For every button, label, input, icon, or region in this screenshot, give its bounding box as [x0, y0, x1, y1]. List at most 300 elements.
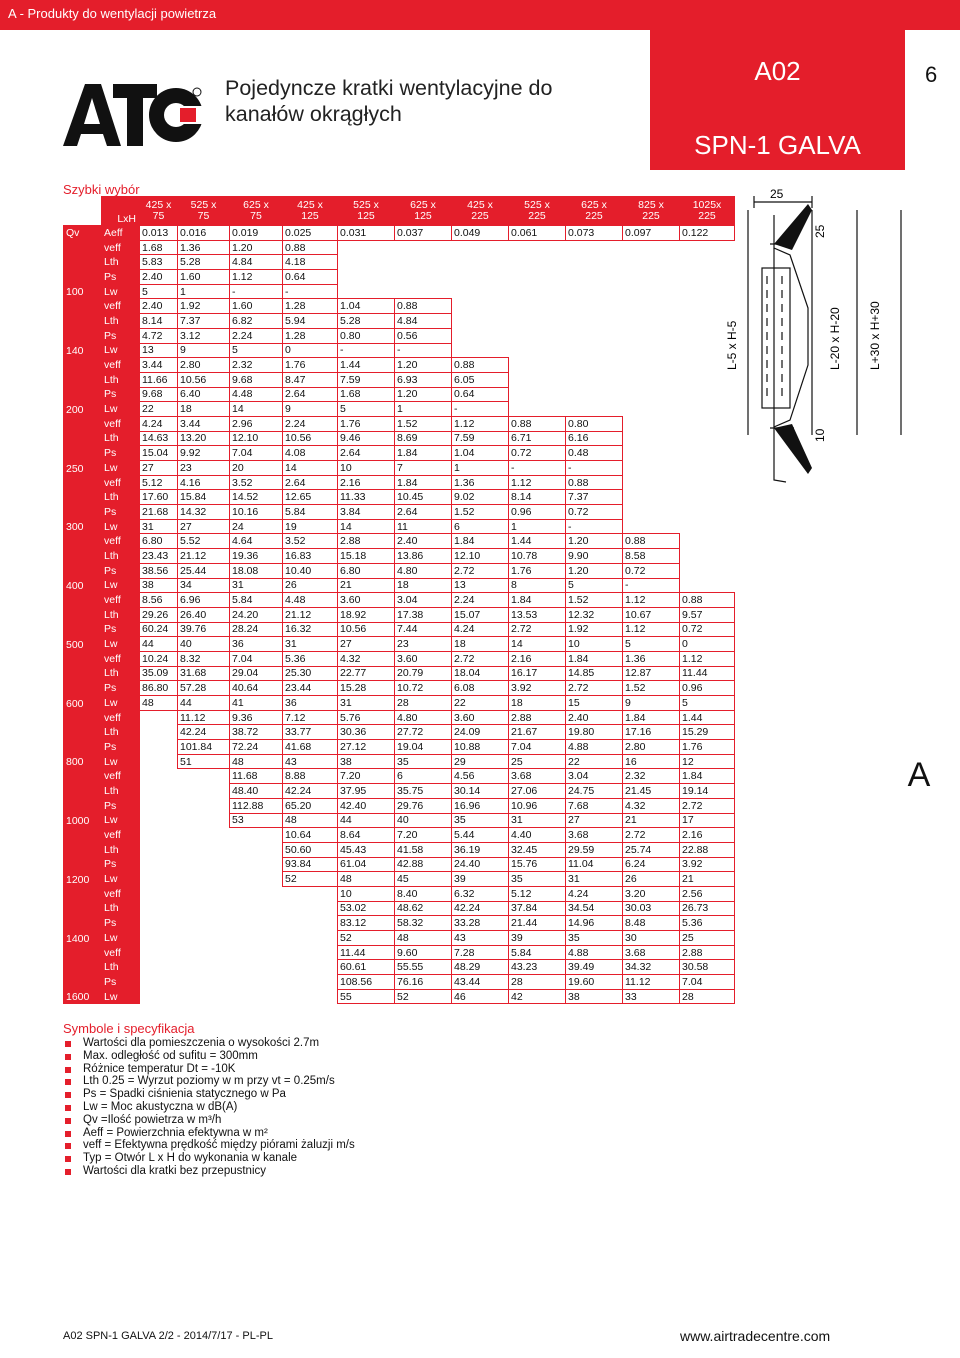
data-cell: 41: [230, 696, 283, 711]
qv-cell: [64, 446, 102, 461]
qv-cell: [64, 328, 102, 343]
row-label: Ps: [102, 857, 140, 872]
qv-cell: [64, 358, 102, 373]
data-cell: 35.75: [395, 784, 452, 799]
data-cell: 14: [509, 637, 566, 652]
row-label: Lw: [102, 637, 140, 652]
data-cell: 5: [623, 637, 680, 652]
data-cell: 9.36: [230, 710, 283, 725]
data-cell: 21.44: [509, 916, 566, 931]
size-header: [395, 197, 452, 226]
row-label: Ps: [102, 563, 140, 578]
table-row: [64, 416, 735, 431]
row-label: Lth: [102, 960, 140, 975]
data-cell: 28: [509, 975, 566, 990]
data-cell: 14: [338, 519, 395, 534]
table-row: [64, 343, 735, 358]
data-cell: 23.44: [283, 681, 338, 696]
data-cell: -: [452, 402, 509, 417]
data-cell: 43.44: [452, 975, 509, 990]
data-cell: 39.76: [178, 622, 230, 637]
data-cell: 35.09: [140, 666, 178, 681]
qv-cell: [64, 975, 102, 990]
data-cell: 48: [338, 872, 395, 887]
data-cell: 1.36: [623, 651, 680, 666]
qv-cell: [64, 270, 102, 285]
data-cell: 18.92: [338, 607, 395, 622]
qv-cell: [64, 784, 102, 799]
empty-cell: [509, 402, 566, 417]
data-cell: 38: [566, 989, 623, 1004]
data-cell: 65.20: [283, 798, 338, 813]
data-cell: 8.69: [395, 431, 452, 446]
data-cell: 6.16: [566, 431, 623, 446]
data-cell: 4.88: [566, 740, 623, 755]
row-label: Lth: [102, 549, 140, 564]
qv-cell: [64, 475, 102, 490]
data-cell: 0: [283, 343, 338, 358]
quick-select-table: [63, 196, 735, 1004]
data-cell: 1.52: [623, 681, 680, 696]
data-cell: 1.28: [283, 299, 338, 314]
data-cell: 45: [395, 872, 452, 887]
symbol-item: Wartości dla pomieszczenia o wysokości 2.7m: [65, 1037, 355, 1050]
data-cell: 48.29: [452, 960, 509, 975]
qv-cell: [64, 372, 102, 387]
table-row: [64, 358, 735, 373]
empty-cell: [680, 519, 735, 534]
data-cell: 2.80: [178, 358, 230, 373]
empty-cell: [230, 931, 283, 946]
row-label: veff: [102, 945, 140, 960]
data-cell: 15.04: [140, 446, 178, 461]
table-row: [64, 607, 735, 622]
data-cell: 6.71: [509, 431, 566, 446]
data-cell: 44: [178, 696, 230, 711]
data-cell: 4.48: [283, 593, 338, 608]
empty-cell: [230, 842, 283, 857]
qv-cell: [64, 828, 102, 843]
data-cell: 28: [680, 989, 735, 1004]
empty-cell: [623, 519, 680, 534]
empty-cell: [566, 328, 623, 343]
data-cell: 8: [509, 578, 566, 593]
data-cell: 14.52: [230, 490, 283, 505]
data-cell: 11.44: [680, 666, 735, 681]
table-row: [64, 387, 735, 402]
table-row: [64, 240, 735, 255]
empty-cell: [140, 798, 178, 813]
empty-cell: [230, 901, 283, 916]
row-label: Ps: [102, 328, 140, 343]
row-label: veff: [102, 651, 140, 666]
data-cell: 2.40: [140, 299, 178, 314]
data-cell: -: [338, 343, 395, 358]
data-cell: 15.28: [338, 681, 395, 696]
data-cell: 27.06: [509, 784, 566, 799]
row-label: Lth: [102, 607, 140, 622]
data-cell: 1.84: [623, 710, 680, 725]
size-width: 425 x: [297, 199, 323, 211]
empty-cell: [452, 284, 509, 299]
data-cell: 2.88: [509, 710, 566, 725]
empty-cell: [178, 813, 230, 828]
data-cell: 38.56: [140, 563, 178, 578]
empty-cell: [140, 872, 178, 887]
qv-cell: [64, 710, 102, 725]
data-cell: 0.88: [680, 593, 735, 608]
row-label: Lth: [102, 842, 140, 857]
data-cell: 1.20: [230, 240, 283, 255]
data-cell: 9.57: [680, 607, 735, 622]
data-cell: 3.44: [140, 358, 178, 373]
size-height: 225: [585, 210, 603, 222]
row-label: Lth: [102, 431, 140, 446]
data-cell: 12.87: [623, 666, 680, 681]
empty-cell: [509, 240, 566, 255]
footer-website[interactable]: www.airtradecentre.com: [680, 1328, 831, 1344]
empty-cell: [178, 872, 230, 887]
empty-cell: [140, 784, 178, 799]
data-cell: 2.72: [566, 681, 623, 696]
data-cell: 2.88: [338, 534, 395, 549]
data-cell: 6.82: [230, 314, 283, 329]
data-cell: 6.24: [623, 857, 680, 872]
data-cell: 10.78: [509, 549, 566, 564]
row-label: Lw: [102, 578, 140, 593]
data-cell: 48: [395, 931, 452, 946]
qv-cell: [64, 416, 102, 431]
empty-cell: [680, 534, 735, 549]
empty-cell: [283, 989, 338, 1004]
data-cell: 8.64: [338, 828, 395, 843]
data-cell: 3.60: [395, 651, 452, 666]
empty-cell: [509, 387, 566, 402]
data-cell: 48.40: [230, 784, 283, 799]
data-cell: 2.24: [452, 593, 509, 608]
empty-cell: [178, 901, 230, 916]
qv-cell: [64, 769, 102, 784]
heading-line-2: kanałów okrągłych: [225, 102, 402, 126]
qv-value: 200: [64, 402, 102, 417]
empty-cell: [623, 284, 680, 299]
size-height: 75: [152, 210, 165, 222]
data-cell: 10.96: [509, 798, 566, 813]
data-cell: 3.04: [566, 769, 623, 784]
data-cell: 4.88: [566, 945, 623, 960]
data-cell: 3.60: [452, 710, 509, 725]
empty-cell: [452, 240, 509, 255]
table-row: [64, 769, 735, 784]
table-row: [64, 519, 735, 534]
data-cell: 21: [623, 813, 680, 828]
empty-cell: [140, 975, 178, 990]
symbols-list: [65, 1037, 355, 1178]
row-label: Lth: [102, 725, 140, 740]
data-cell: 14.32: [178, 505, 230, 520]
data-cell: 26.40: [178, 607, 230, 622]
data-cell: 27.12: [338, 740, 395, 755]
size-header: [338, 197, 395, 226]
data-cell: 15.84: [178, 490, 230, 505]
data-cell: 2.16: [680, 828, 735, 843]
data-cell: 3.04: [395, 593, 452, 608]
empty-cell: [178, 842, 230, 857]
data-cell: 0.64: [452, 387, 509, 402]
table-row: [64, 828, 735, 843]
data-cell: 29.59: [566, 842, 623, 857]
data-cell: 58.32: [395, 916, 452, 931]
data-cell: 2.40: [140, 270, 178, 285]
data-cell: 29.26: [140, 607, 178, 622]
data-cell: 53: [230, 813, 283, 828]
qv-cell: [64, 651, 102, 666]
empty-cell: [566, 270, 623, 285]
size-height: 75: [250, 210, 262, 222]
symbol-item: Lth 0.25 = Wyrzut poziomy w m przy vt = 0.25m/s: [65, 1075, 355, 1088]
data-cell: 1.76: [338, 416, 395, 431]
data-cell: 108.56: [338, 975, 395, 990]
empty-cell: [395, 270, 452, 285]
qv-cell: [64, 607, 102, 622]
data-cell: 2.56: [680, 886, 735, 901]
data-cell: 10.56: [178, 372, 230, 387]
empty-cell: [140, 813, 178, 828]
data-cell: 3.68: [623, 945, 680, 960]
data-cell: -: [509, 461, 566, 476]
row-label: Lw: [102, 754, 140, 769]
table-row: [64, 637, 735, 652]
row-label: veff: [102, 416, 140, 431]
empty-cell: [623, 255, 680, 270]
size-width: 625 x: [243, 199, 269, 211]
empty-cell: [452, 343, 509, 358]
data-cell: 38: [338, 754, 395, 769]
data-cell: 7.68: [566, 798, 623, 813]
empty-cell: [566, 372, 623, 387]
data-cell: 5: [338, 402, 395, 417]
empty-cell: [230, 872, 283, 887]
data-cell: 101.84: [178, 740, 230, 755]
data-cell: 8.40: [395, 886, 452, 901]
data-cell: 0.72: [509, 446, 566, 461]
data-cell: 1.44: [680, 710, 735, 725]
data-cell: 5: [566, 578, 623, 593]
empty-cell: [623, 299, 680, 314]
data-cell: 8.56: [140, 593, 178, 608]
data-cell: 12.32: [566, 607, 623, 622]
data-cell: 19: [283, 519, 338, 534]
aeff-value: 0.097: [623, 226, 680, 241]
qv-cell: [64, 622, 102, 637]
data-cell: 5: [140, 284, 178, 299]
size-height: 225: [698, 210, 716, 222]
data-cell: 60.24: [140, 622, 178, 637]
empty-cell: [566, 255, 623, 270]
data-cell: 5.83: [140, 255, 178, 270]
data-cell: 45.43: [338, 842, 395, 857]
data-cell: 31: [140, 519, 178, 534]
table-row: [64, 798, 735, 813]
data-cell: 5.76: [338, 710, 395, 725]
data-cell: 25: [509, 754, 566, 769]
data-cell: 7.59: [452, 431, 509, 446]
data-cell: 20.79: [395, 666, 452, 681]
data-cell: 1: [452, 461, 509, 476]
data-cell: 60.61: [338, 960, 395, 975]
dim-top-label: 25: [770, 187, 784, 201]
data-cell: 27.72: [395, 725, 452, 740]
empty-cell: [566, 299, 623, 314]
lxh-label: LxH: [102, 197, 140, 226]
empty-cell: [140, 740, 178, 755]
data-cell: 12.65: [283, 490, 338, 505]
data-cell: 4.32: [338, 651, 395, 666]
empty-cell: [230, 960, 283, 975]
data-cell: 24.40: [452, 857, 509, 872]
symbol-item: Lw = Moc akustyczna w dB(A): [65, 1101, 355, 1114]
data-cell: 6.96: [178, 593, 230, 608]
row-label: Lth: [102, 372, 140, 387]
data-cell: 18: [178, 402, 230, 417]
data-cell: 1.84: [566, 651, 623, 666]
data-cell: 13.53: [509, 607, 566, 622]
data-cell: 11: [395, 519, 452, 534]
data-cell: 10.72: [395, 681, 452, 696]
data-cell: 11.04: [566, 857, 623, 872]
data-cell: 29: [452, 754, 509, 769]
empty-cell: [452, 255, 509, 270]
data-cell: 25.44: [178, 563, 230, 578]
data-cell: 0.96: [509, 505, 566, 520]
aeff-value: 0.016: [178, 226, 230, 241]
empty-cell: [509, 270, 566, 285]
data-cell: 35: [452, 813, 509, 828]
data-cell: 6.40: [178, 387, 230, 402]
data-cell: 2.40: [395, 534, 452, 549]
empty-cell: [178, 960, 230, 975]
data-cell: 1.52: [395, 416, 452, 431]
qv-cell: [64, 563, 102, 578]
data-cell: 37.84: [509, 901, 566, 916]
data-cell: 6.80: [338, 563, 395, 578]
data-cell: 33: [623, 989, 680, 1004]
data-cell: 2.72: [452, 563, 509, 578]
data-cell: 0.72: [623, 563, 680, 578]
data-cell: 38: [140, 578, 178, 593]
data-cell: 36: [283, 696, 338, 711]
empty-cell: [566, 402, 623, 417]
data-cell: 9.68: [140, 387, 178, 402]
data-cell: 0.56: [395, 328, 452, 343]
table-row: [64, 622, 735, 637]
data-cell: 44: [338, 813, 395, 828]
data-cell: 10.64: [283, 828, 338, 843]
data-cell: 5.94: [283, 314, 338, 329]
data-cell: 1.84: [680, 769, 735, 784]
row-label: veff: [102, 593, 140, 608]
qv-cell: [64, 857, 102, 872]
data-cell: 48: [283, 813, 338, 828]
data-cell: 7.28: [452, 945, 509, 960]
data-cell: 83.12: [338, 916, 395, 931]
data-cell: 18.04: [452, 666, 509, 681]
data-cell: 3.84: [338, 505, 395, 520]
data-cell: 4.64: [230, 534, 283, 549]
table-row: [64, 857, 735, 872]
data-cell: 30.36: [338, 725, 395, 740]
data-cell: 1.60: [178, 270, 230, 285]
empty-cell: [140, 886, 178, 901]
aeff-value: 0.013: [140, 226, 178, 241]
data-cell: 46: [452, 989, 509, 1004]
data-cell: 7.59: [338, 372, 395, 387]
table-row: [64, 402, 735, 417]
empty-cell: [623, 387, 680, 402]
data-cell: 19.04: [395, 740, 452, 755]
product-code-box: [650, 30, 905, 170]
data-cell: 1.84: [395, 446, 452, 461]
data-cell: 7.20: [338, 769, 395, 784]
data-cell: 4.24: [452, 622, 509, 637]
table-row: [64, 945, 735, 960]
empty-cell: [178, 975, 230, 990]
empty-cell: [623, 505, 680, 520]
data-cell: 8.14: [140, 314, 178, 329]
data-cell: 23.43: [140, 549, 178, 564]
data-cell: 31: [338, 696, 395, 711]
empty-cell: [509, 314, 566, 329]
row-label: Ps: [102, 505, 140, 520]
data-cell: 4.24: [566, 886, 623, 901]
data-cell: 9: [178, 343, 230, 358]
data-cell: 0.72: [566, 505, 623, 520]
empty-cell: [623, 343, 680, 358]
data-cell: 6: [452, 519, 509, 534]
data-cell: 48.62: [395, 901, 452, 916]
empty-cell: [140, 710, 178, 725]
table-row: [64, 534, 735, 549]
data-cell: 2.32: [623, 769, 680, 784]
data-cell: 4.40: [509, 828, 566, 843]
label-mid: L-20 x H-20: [828, 307, 842, 370]
data-cell: 26: [623, 872, 680, 887]
data-cell: 24.09: [452, 725, 509, 740]
product-name: SPN-1 GALVA: [694, 130, 861, 160]
empty-cell: [178, 769, 230, 784]
data-cell: 5.36: [680, 916, 735, 931]
empty-cell: [680, 549, 735, 564]
size-width: 525 x: [190, 199, 217, 211]
row-label: Lw: [102, 402, 140, 417]
top-bar: [0, 0, 960, 30]
symbol-item: Qv =Ilość powietrza w m³/h: [65, 1114, 355, 1127]
data-cell: 1: [395, 402, 452, 417]
empty-cell: [140, 960, 178, 975]
qv-label: Qv: [64, 226, 102, 241]
qv-cell: [64, 431, 102, 446]
data-cell: 7.12: [283, 710, 338, 725]
data-cell: 15.29: [680, 725, 735, 740]
table-row: [64, 696, 735, 711]
data-cell: 17.16: [623, 725, 680, 740]
empty-cell: [623, 475, 680, 490]
empty-cell: [566, 240, 623, 255]
data-cell: 9.60: [395, 945, 452, 960]
symbol-item: Ps = Spadki ciśnienia statycznego w Pa: [65, 1088, 355, 1101]
size-height: 125: [357, 210, 375, 222]
dim-bottom-label: 10: [813, 428, 827, 442]
